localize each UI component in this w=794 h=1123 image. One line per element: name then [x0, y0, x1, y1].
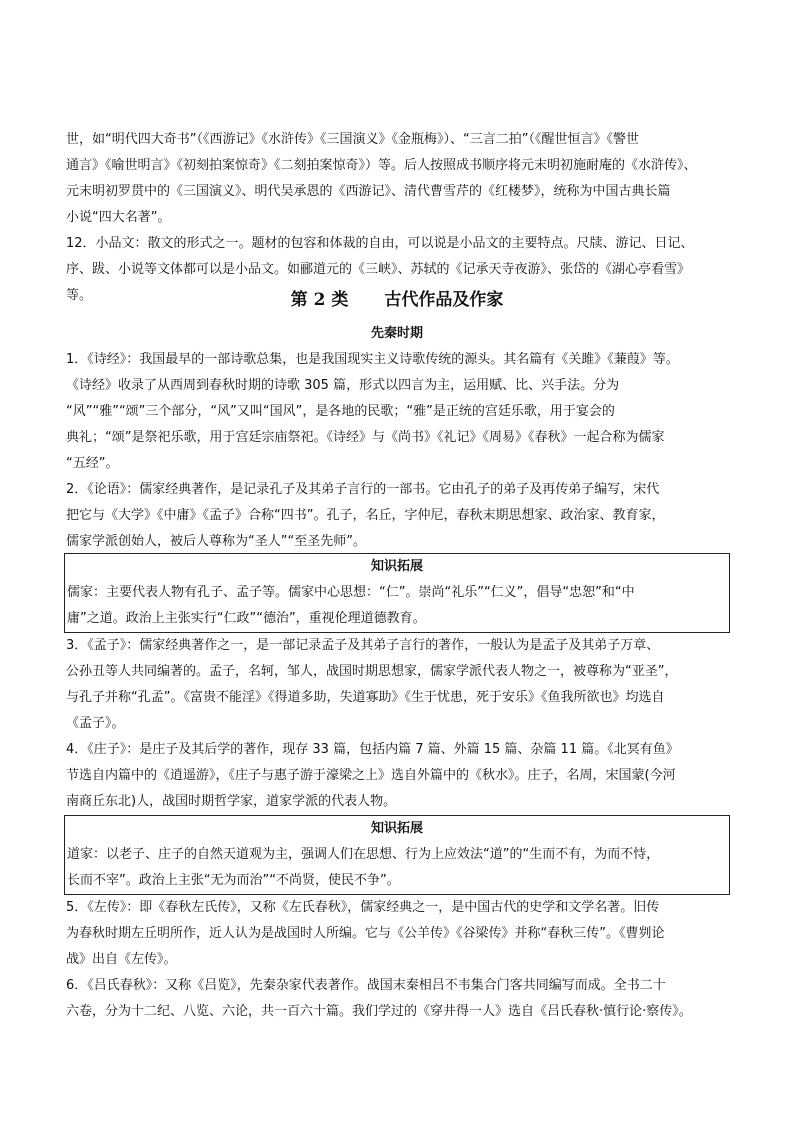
- entry-line: 5．《左传》：即《春秋左氏传》，又称《左氏春秋》，儒家经典之一，是中国古代的史学和文学名著。旧传: [66, 900, 660, 915]
- entry-line: 南商丘东北)人，战国时期哲学家，道家学派的代表人物。: [66, 794, 397, 809]
- knowledge-box-confucian: [64, 553, 730, 633]
- entry-line: 公孙丑等人共同编著的。孟子，名轲，邹人，战国时期思想家，儒家学派代表人物之一，被尊称为“亚圣”，: [66, 664, 678, 679]
- entry-line: 3．《孟子》：儒家经典著作之一，是一部记录孟子及其弟子言行的著作，一般认为是孟子及其弟子万章、: [66, 638, 660, 653]
- entry-line: 为春秋时期左丘明所作，近人认为是战国时人所编。它与《公羊传》《谷梁传》并称“春秋三传”。《曹刿论: [66, 926, 665, 941]
- entry-line: 六卷，分为十二纪、八览、六论，共一百六十篇。我们学过的《穿井得一人》选自《吕氏春秋·慎行论·察传》。: [66, 1004, 692, 1019]
- entry-line: 节选自内篇中的《逍遥游》，《庄子与惠子游于濠梁之上》选自外篇中的《秋水》。庄子，名周，宋国蒙(今河: [66, 768, 676, 783]
- intro-line: 通言》《喻世明言》《初刻拍案惊奇》《二刻拍案惊奇》）等。后人按照成书顺序将元末明初施耐庵的《水浒传》、: [66, 158, 697, 173]
- entry-line: 《诗经》收录了从西周到春秋时期的诗歌 305 篇，形式以四言为主，运用赋、比、兴手法。分为: [66, 378, 620, 393]
- intro-line: 等。: [66, 288, 93, 303]
- entry-line: “风”“雅”“颂”三个部分，“风”又叫“国风”，是各地的民歌；“雅”是正统的宫廷乐歌，用于宴会的: [66, 404, 615, 419]
- box-line: 长而不宰”。政治上主张“无为而治”“不尚贤，使民不争”。: [67, 873, 400, 888]
- box-line: 庸”之道。政治上主张实行“仁政”“德治”，重视伦理道德教育。: [67, 611, 426, 626]
- box-line: 道家：以老子、庄子的自然天道观为主，强调人们在思想、行为上应效法“道”的“生而不有，为而不恃，: [67, 847, 660, 862]
- entry-line: 典礼；“颂”是祭祀乐歌，用于宫廷宗庙祭祀。《诗经》与《尚书》《礼记》《周易》《春秋》一起合称为儒家: [66, 430, 665, 445]
- entry-line: 4．《庄子》：是庄子及其后学的著作，现存 33 篇，包括内篇 7 篇、外篇 15 篇、杂篇 11 篇。《北冥有鱼》: [66, 742, 679, 757]
- intro-line: 元末明初罗贯中的《三国演义》、明代吴承恩的《西游记》、清代曹雪芹的《红楼梦》，统称为中国古典长篇: [66, 184, 671, 199]
- box-title: 知识拓展: [370, 559, 423, 574]
- intro-line: 12．小品文：散文的形式之一。题材的包容和体裁的自由，可以说是小品文的主要特点。尺牍、游记、日记、: [66, 236, 694, 251]
- entry-line: 把它与《大学》《中庸》《孟子》合称“四书”。孔子，名丘，字仲尼，春秋末期思想家、政治家、教育家，: [66, 508, 665, 523]
- knowledge-box-daoist: [64, 815, 730, 895]
- entry-line: 战》出自《左传》。: [66, 952, 177, 967]
- entry-line: 《孟子》。: [66, 716, 125, 731]
- intro-line: 序、跋、小说等文体都可以是小品文。如郦道元的《三峡》、苏轼的《记承天寺夜游》、张岱的《湖心亭看雪》: [66, 262, 691, 277]
- entry-line: 与孔子并称“孔孟”。《富贵不能淫》《得道多助，失道寡助》《生于忧患，死于安乐》《鱼我所欲也》均选自: [66, 690, 665, 705]
- section-title: [0, 286, 794, 314]
- intro-line: 小说“四大名著”。: [66, 210, 171, 225]
- box-title: 知识拓展: [370, 821, 423, 836]
- entry-line: 6．《吕氏春秋》：又称《吕览》，先秦杂家代表著作。战国末秦相吕不韦集合门客共同编写而成。全书二十: [66, 978, 666, 993]
- box-line: 儒家：主要代表人物有孔子、孟子等。儒家中心思想：“仁”。崇尚“礼乐”“仁义”，倡导“忠恕”和“中: [67, 585, 635, 600]
- section-number: 第 2 类: [290, 290, 349, 310]
- entry-line: 儒家学派创始人，被后人尊称为“圣人”“至圣先师”。: [66, 534, 366, 549]
- period-heading: 先秦时期: [370, 326, 423, 341]
- entry-line: “五经”。: [66, 456, 119, 471]
- entry-line: 1．《诗经》：我国最早的一部诗歌总集，也是我国现实主义诗歌传统的源头。其名篇有《关雎》《蒹葭》等。: [66, 352, 679, 367]
- intro-line: 世，如“明代四大奇书”（《西游记》《水浒传》《三国演义》《金瓶梅》）、“三言二拍”（《醒世恒言》《警世: [66, 132, 639, 147]
- entry-line: 2．《论语》：儒家经典著作，是记录孔子及其弟子言行的一部书。它由孔子的弟子及再传弟子编写，宋代: [66, 482, 660, 497]
- section-name: 古代作品及作家: [384, 290, 504, 310]
